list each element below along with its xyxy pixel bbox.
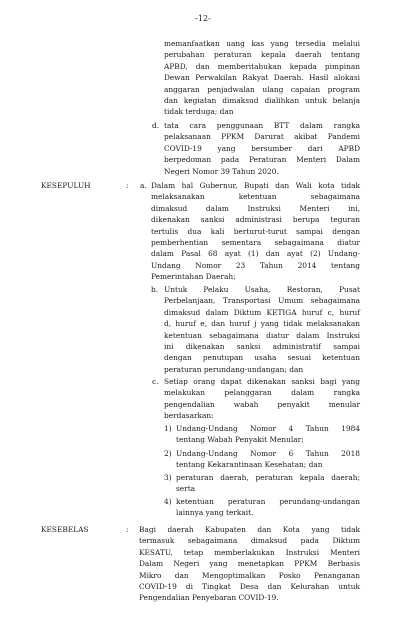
text-line: melaksanakan ketentuan sebagaimana	[151, 192, 360, 202]
text-line: Mikro dan Mengoptimalkan Posko Penanganan	[139, 570, 360, 580]
text-line: Dewan Perwakilan Rakyat Daerah. Hasil alokasi	[164, 73, 360, 83]
colon: :	[126, 181, 129, 190]
subitem-1-text	[176, 423, 360, 446]
text-line: termasuk sebagaimana dimaksud pada Diktum	[139, 536, 360, 546]
item-a-marker: a.	[140, 181, 147, 190]
text-line: dengan penutupan usaha sesuai ketentuan	[164, 353, 360, 363]
text-line: Pemerintahan Daerah;	[151, 272, 236, 282]
text-line: APBD, dan memberitahukan kepada pimpinan	[164, 61, 360, 71]
text-line: dimaksud dalam Instruksi Menteri ini,	[151, 203, 360, 213]
text-line: melakukan pelanggaran dalam rangka	[164, 388, 360, 398]
text-line: KESATU, tetap memberlakukan Instruksi Menteri	[139, 547, 360, 557]
text-line: tentang Kekarantinaan Kesehatan; dan	[176, 460, 323, 470]
text-line: Pengendalian Penyebaran COVID-19.	[139, 593, 279, 603]
text-line: berpedoman pada Peraturan Menteri Dalam	[164, 155, 360, 165]
text-line: Dalam hal Gubernur, Bupati dan Wali kota tidak	[151, 181, 360, 190]
text-line: Setiap orang dapat dikenakan sanksi bagi yang	[164, 377, 360, 386]
text-line: COVID-19 yang bersumber dari APBD	[164, 143, 360, 153]
item-c-marker: c.	[152, 377, 159, 386]
text-line: anggaran penjadwalan ulang capaian program	[164, 84, 360, 94]
text-line: ini dikenakan sanksi administratif sampai	[164, 341, 360, 351]
text-line: dalam Pasal 68 ayat (1) dan ayat (2) Undang-	[151, 249, 360, 259]
text-line: ketentuan peraturan perundang-undangan	[176, 497, 360, 506]
text-line: peraturan perundang-undangan; dan	[164, 364, 304, 374]
text-line: perubahan peraturan kepala daerah tentang	[164, 50, 360, 60]
text-line: memanfaatkan uang kas yang tersedia melalui	[164, 39, 360, 48]
text-line: dimaksud dalam Diktum KETIGA huruf c, huruf	[164, 307, 360, 317]
text-line: tentang Wabah Penyakit Menular;	[176, 435, 304, 445]
item-b-text	[164, 284, 360, 375]
item-d-text	[164, 120, 360, 177]
text-line: berdasarkan:	[164, 411, 214, 421]
text-line: peraturan daerah, peraturan kepala daerah;	[176, 473, 360, 482]
text-line: serta	[176, 484, 196, 494]
page-number: -12-	[195, 14, 211, 23]
text-line: COVID-19 di Tingkat Desa dan Kelurahan untuk	[139, 581, 360, 591]
text-line: tata cara penggunaan BTT dalam rangka	[164, 121, 360, 130]
diktum-kesebelas-label: KESEBELAS	[41, 525, 89, 534]
text-line: pelaksanaan PPKM Darurat akibat Pandemi	[164, 132, 360, 142]
kesebelas-text	[139, 524, 360, 604]
text-line: Negeri Nomor 39 Tahun 2020.	[164, 166, 279, 176]
diktum-kesepuluh-label: KESEPULUH	[41, 181, 91, 190]
text-line: tidak terduga; dan	[164, 107, 234, 117]
text-line: Bagi daerah Kabupaten dan Kota yang tidak	[139, 525, 360, 534]
text-line: dikenakan sanksi administrasi berupa teguran	[151, 215, 360, 225]
text-line: lainnya yang terkait.	[176, 508, 254, 518]
text-line: Untuk Pelaku Usaha, Restoran, Pusat	[164, 285, 360, 294]
text-line: pemberhentian sementara sebagaimana diatur	[151, 237, 360, 247]
subitem-4-text	[176, 496, 360, 519]
subitem-2-marker: 2)	[164, 449, 172, 458]
item-a-text	[151, 180, 360, 283]
text-line: d, huruf e, dan huruf j yang tidak melaksanakan	[164, 319, 360, 329]
text-line: Dalam Negeri yang menetapkan PPKM Berbasis	[139, 559, 360, 569]
item-c-text	[164, 376, 360, 422]
text-line: Undang-Undang Nomor 6 Tahun 2018	[176, 449, 360, 458]
text-line: Undang-Undang Nomor 4 Tahun 1984	[176, 424, 360, 433]
text-line: Undang Nomor 23 Tahun 2014 tentang	[151, 260, 360, 270]
subitem-1-marker: 1)	[164, 424, 172, 433]
text-line: tertulis dua kali berturut-turut sampai dengan	[151, 226, 360, 236]
item-d-marker: d.	[152, 121, 160, 130]
subitem-2-text	[176, 448, 360, 471]
subitem-4-marker: 4)	[164, 497, 172, 506]
text-line: Perbelanjaan, Transportasi Umum sebagaimana	[164, 296, 360, 306]
item-b-marker: b.	[151, 285, 159, 294]
subitem-3-text	[176, 472, 360, 495]
text-line: pengendalian wabah penyakit menular	[164, 399, 360, 409]
text-line: ketentuan sebagaimana diatur dalam Instruksi	[164, 330, 360, 340]
text-line: dan kegiatan dimaksud dialihkan untuk belanja	[164, 95, 360, 105]
top-paragraph	[164, 38, 360, 118]
subitem-3-marker: 3)	[164, 473, 172, 482]
colon: :	[126, 525, 129, 534]
